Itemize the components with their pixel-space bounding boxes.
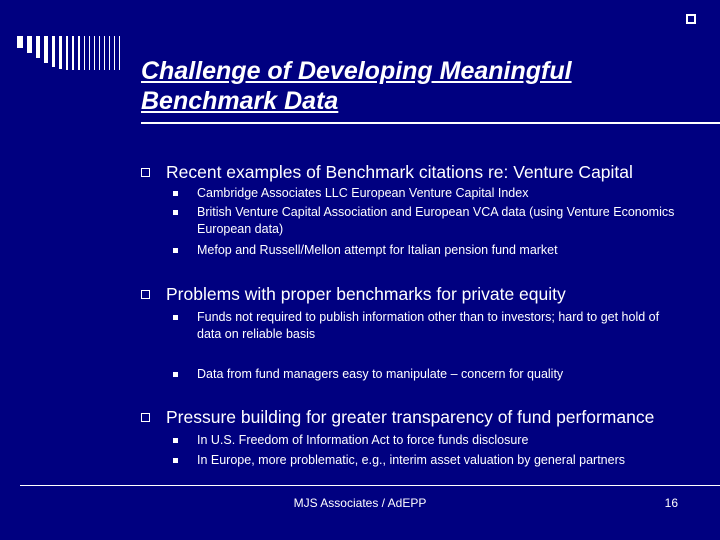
list-item-text: Funds not required to publish information other than to investors; hard to get hold of data on reliable basis — [197, 310, 660, 341]
list-item — [173, 242, 683, 259]
footer — [0, 496, 720, 514]
square-bullet-icon — [173, 372, 178, 377]
page-number: 16 — [664, 496, 678, 510]
list-item — [173, 432, 683, 449]
list-item — [173, 452, 683, 469]
footer-text: MJS Associates / AdEPP — [293, 496, 427, 510]
section-3-heading — [141, 407, 654, 427]
square-bullet-icon — [173, 315, 178, 320]
list-item-text: Data from fund managers easy to manipulate – concern for quality — [197, 367, 564, 381]
list-item — [173, 204, 683, 237]
list-item — [173, 366, 683, 383]
list-item-text: Mefop and Russell/Mellon attempt for Italian pension fund market — [197, 243, 558, 257]
square-bullet-icon — [173, 210, 178, 215]
section-2-heading — [141, 284, 566, 304]
square-bullet-icon — [173, 458, 178, 463]
hollow-square-bullet-icon — [141, 168, 150, 177]
square-bullet-icon — [173, 248, 178, 253]
hollow-square-bullet-icon — [141, 290, 150, 299]
section-1-heading — [141, 162, 633, 182]
hollow-square-bullet-icon — [141, 413, 150, 422]
list-item — [173, 185, 683, 202]
title-line-1: Challenge of Developing Meaningful — [141, 57, 572, 85]
list-item — [173, 309, 663, 342]
section-1-heading-text: Recent examples of Benchmark citations re: Venture Capital — [166, 162, 633, 182]
footer-rule — [20, 485, 720, 486]
list-item-text: Cambridge Associates LLC European Venture Capital Index — [197, 186, 529, 200]
list-item-text: British Venture Capital Association and European VCA data (using Venture Economics European data) — [197, 205, 675, 236]
square-bullet-icon — [173, 438, 178, 443]
section-2-heading-text: Problems with proper benchmarks for private equity — [166, 284, 566, 304]
section-3-heading-text: Pressure building for greater transparency of fund performance — [166, 407, 655, 427]
list-item-text: In Europe, more problematic, e.g., interim asset valuation by general partners — [197, 453, 625, 467]
title-rule — [141, 122, 720, 124]
slide-title — [141, 56, 711, 116]
list-item-text: In U.S. Freedom of Information Act to force funds disclosure — [197, 433, 529, 447]
square-bullet-icon — [173, 191, 178, 196]
title-line-2: Benchmark Data — [141, 87, 339, 115]
